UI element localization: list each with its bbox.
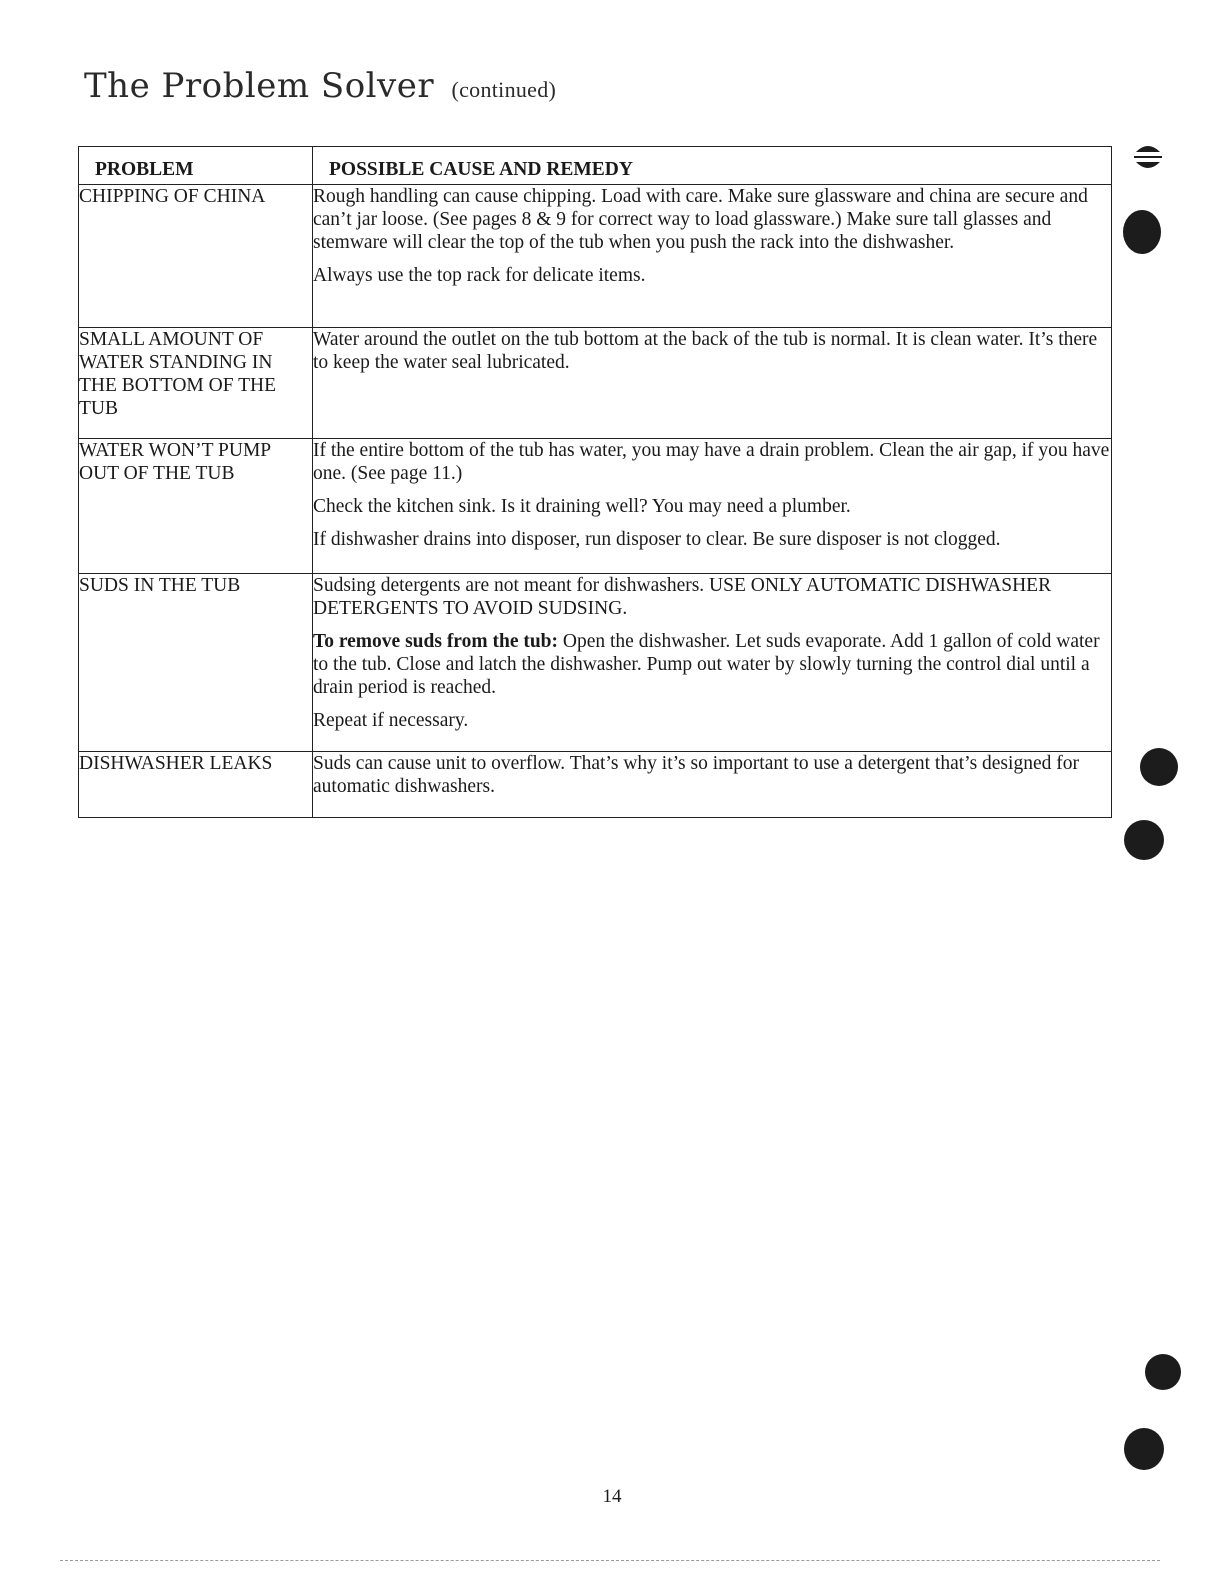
problem-cell: WATER WON’T PUMP OUT OF THE TUB [79,439,313,574]
page-title [84,66,556,106]
remedy-cell [313,752,1112,818]
table-row [79,328,1112,439]
binder-hole-icon [1124,1428,1164,1470]
table-row [79,752,1112,818]
page-number: 14 [602,1486,622,1507]
remedy-cell [313,439,1112,574]
remedy-bold-rest: Open the dishwasher. Let suds evaporate. Add 1 gallon of cold water to the tub. Close and latch the dishwasher. Pump out water by slowly turning the control dial until a drain period is reached. [313,631,1100,698]
remedy-text: Repeat if necessary. [313,710,469,731]
table-header-row [79,147,1112,185]
remedy-text: Water around the outlet on the tub bottom at the back of the tub is normal. It is clean water. It’s there to keep the water seal lubricated. [313,329,1098,373]
title-text: The Problem Solver [84,66,435,106]
problem-cell: DISHWASHER LEAKS [79,752,313,818]
remedy-cell [313,185,1112,328]
problem-cell: SUDS IN THE TUB [79,574,313,752]
binder-hole-icon [1140,748,1178,786]
remedy-text: If the entire bottom of the tub has water, you may have a drain problem. Clean the air gap, if you have one. (See page 11.) [313,440,1110,484]
scan-edge-rule [60,1560,1160,1561]
remedy-text [313,630,1111,699]
binder-hole-icon [1123,210,1161,254]
remedy-text: Suds can cause unit to overflow. That’s why it’s so important to use a detergent that’s designed for automatic dishwashers. [313,753,1079,797]
remedy-text: Sudsing detergents are not meant for dishwashers. USE ONLY AUTOMATIC DISHWASHER DETERGENTS TO AVOID SUDSING. [313,575,1052,619]
remedy-cell [313,574,1112,752]
remedy-text: Rough handling can cause chipping. Load with care. Make sure glassware and china are secure and can’t jar loose. (See pages 8 & 9 for correct way to load glassware.) Make sure tall glasses and stemware will clear the top of the tub when you push the rack into the dishwasher. [313,186,1088,253]
remedy-cell [313,328,1112,439]
remedy-text: If dishwasher drains into disposer, run disposer to clear. Be sure disposer is not clogged. [313,529,1001,550]
binder-hole-icon [1124,820,1164,860]
remedy-bold-lead: To remove suds from the tub: [313,631,559,652]
table-row [79,574,1112,752]
binder-hole-icon [1145,1354,1181,1390]
problem-solver-table [78,146,1112,818]
problem-cell: CHIPPING OF CHINA [79,185,313,328]
table-row [79,185,1112,328]
binder-tab-icon [1122,138,1174,180]
column-header-problem: PROBLEM [79,147,313,185]
table-row [79,439,1112,574]
problem-cell: SMALL AMOUNT OF WATER STANDING IN THE BOTTOM OF THE TUB [79,328,313,439]
column-header-remedy: POSSIBLE CAUSE AND REMEDY [313,147,1112,185]
title-subtitle: (continued) [451,77,557,102]
remedy-text: Always use the top rack for delicate items. [313,265,646,286]
remedy-text: Check the kitchen sink. Is it draining well? You may need a plumber. [313,496,851,517]
